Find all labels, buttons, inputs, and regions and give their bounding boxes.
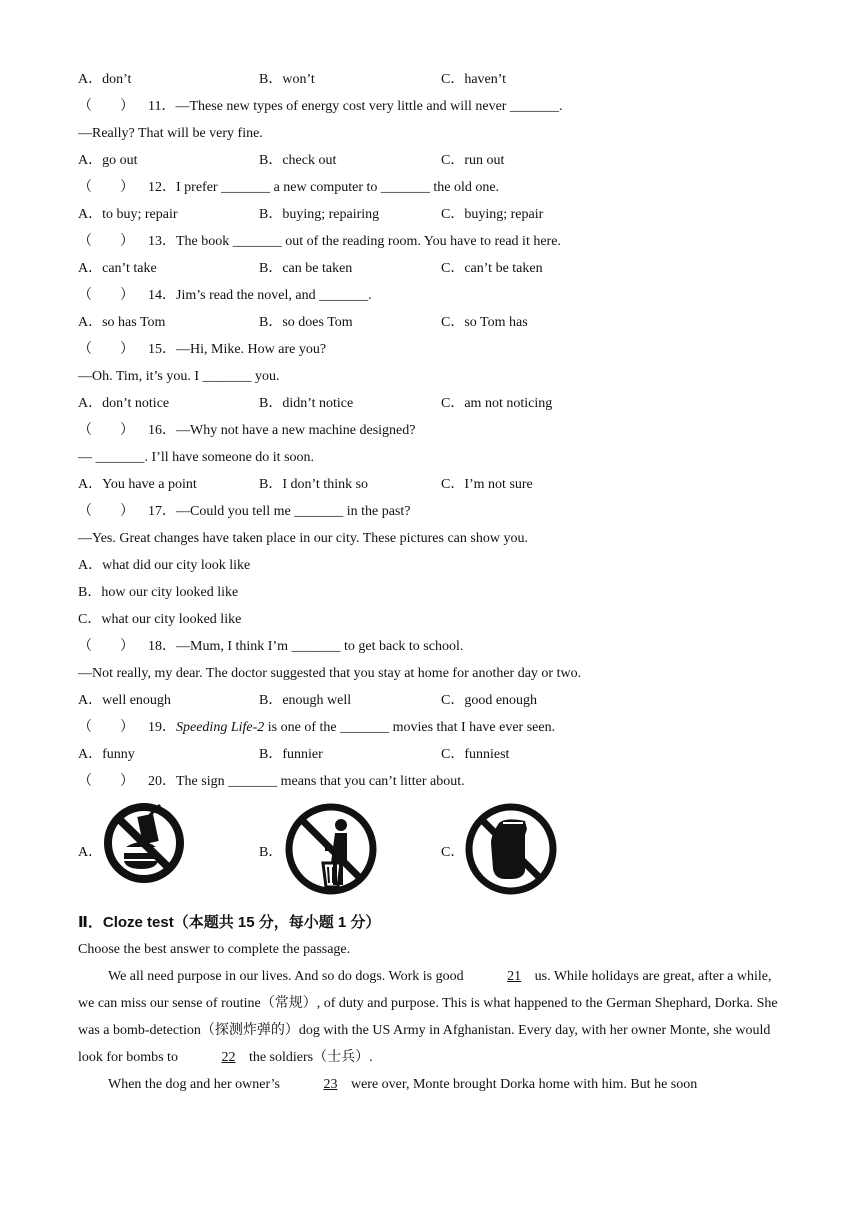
q15-option-b[interactable]: B．didn’t notice — [259, 396, 354, 411]
no-food-drink-icon — [102, 801, 186, 885]
q18-option-a[interactable]: A．well enough — [78, 693, 171, 708]
q19-option-b[interactable]: B．funnier — [259, 747, 323, 762]
q11-option-a[interactable]: A．go out — [78, 153, 138, 168]
q10-option-c[interactable]: C．haven’t — [441, 72, 507, 87]
passage-text: were over, Monte brought Dorka home with him. But he soon — [347, 1077, 698, 1092]
question-text: 15．—Hi, Mike. How are you? — [148, 342, 327, 357]
passage-paragraph-2 — [78, 1071, 788, 1098]
q15-options — [78, 390, 798, 417]
q17-option-a[interactable]: A．what did our city look like — [78, 558, 251, 573]
q14-stem — [78, 282, 798, 309]
question-text: 11．—These new types of energy cost very little and will never _______. — [148, 99, 563, 114]
q13-option-b[interactable]: B．can be taken — [259, 261, 353, 276]
q12-option-b[interactable]: B．buying; repairing — [259, 207, 380, 222]
q11-stem — [78, 93, 798, 120]
q11-option-b[interactable]: B．check out — [259, 153, 337, 168]
q18-option-c[interactable]: C．good enough — [441, 693, 538, 708]
q17-reply: —Yes. Great changes have taken place in our city. These pictures can show you. — [78, 531, 528, 546]
passage-paragraph-1 — [78, 963, 788, 1071]
q18-options — [78, 687, 798, 714]
question-text: 18．—Mum, I think I’m _______ to get back to school. — [148, 639, 464, 654]
q14-option-a[interactable]: A．so has Tom — [78, 315, 166, 330]
blank-21[interactable]: 21 — [507, 969, 522, 984]
q14-options — [78, 309, 798, 336]
passage-text: When the dog and her owner’s — [108, 1077, 284, 1092]
option-label: B． — [259, 845, 283, 860]
q16-stem — [78, 417, 798, 444]
q18-reply: —Not really, my dear. The doctor suggested that you stay at home for another day or two. — [78, 666, 582, 681]
q18-stem — [78, 633, 798, 660]
answer-paren[interactable]: （ ） — [78, 180, 134, 195]
movie-title: Speeding Life-2 — [176, 720, 265, 735]
q17-option-b[interactable]: B．how our city looked like — [78, 585, 239, 600]
question-text: is one of the _______ movies that I have ever seen. — [264, 720, 556, 735]
q19-stem — [78, 714, 798, 741]
answer-paren[interactable]: （ ） — [78, 504, 134, 519]
question-text: 20．The sign _______ means that you can’t litter about. — [148, 774, 465, 789]
q16-option-b[interactable]: B．I don’t think so — [259, 477, 369, 492]
passage-text: us. While holidays are great, after a while, we can miss our sense of routine（常规）, of duty and purpose. This is what happened to the German Shephard, Dorka. She was a bomb-detection（探测炸弹的）dog with the US Army in Afghanistan. Every day, with her owner Monte, she would look for bombs to — [78, 969, 778, 1065]
blank-22[interactable]: 22 — [221, 1050, 236, 1065]
section-instruction: Choose the best answer to complete the passage. — [78, 942, 351, 957]
q16-option-c[interactable]: C．I’m not sure — [441, 477, 533, 492]
q18-option-b[interactable]: B．enough well — [259, 693, 352, 708]
answer-paren[interactable]: （ ） — [78, 234, 134, 249]
q13-option-c[interactable]: C．can’t be taken — [441, 261, 543, 276]
answer-paren[interactable]: （ ） — [78, 720, 134, 735]
exam-page — [78, 66, 798, 1098]
q20-stem — [78, 768, 798, 795]
no-littering-icon — [283, 801, 379, 897]
blank-23[interactable]: 23 — [323, 1077, 338, 1092]
q10-option-b[interactable]: B．won’t — [259, 72, 315, 87]
q16-reply: — _______. I’ll have someone do it soon. — [78, 450, 315, 465]
option-label: C． — [441, 845, 465, 860]
q20-options — [78, 801, 798, 901]
q19-option-c[interactable]: C．funniest — [441, 747, 510, 762]
passage-text: We all need purpose in our lives. And so do dogs. Work is good — [108, 969, 468, 984]
q15-option-a[interactable]: A．don’t notice — [78, 396, 170, 411]
question-text: 13．The book _______ out of the reading room. You have to read it here. — [148, 234, 561, 249]
q10-options — [78, 66, 798, 93]
answer-paren[interactable]: （ ） — [78, 342, 134, 357]
answer-paren[interactable]: （ ） — [78, 99, 134, 114]
passage-text: the soldiers（士兵）. — [245, 1050, 373, 1065]
section-title: Ⅱ．Cloze test（本题共 15 分，每小题 1 分） — [78, 914, 381, 931]
q15-option-c[interactable]: C．am not noticing — [441, 396, 553, 411]
q13-option-a[interactable]: A．can’t take — [78, 261, 157, 276]
answer-paren[interactable]: （ ） — [78, 423, 134, 438]
q12-option-a[interactable]: A．to buy; repair — [78, 207, 178, 222]
q19-options — [78, 741, 798, 768]
q12-stem — [78, 174, 798, 201]
q17-option-c[interactable]: C．what our city looked like — [78, 612, 242, 627]
question-text: 16．—Why not have a new machine designed? — [148, 423, 416, 438]
q16-option-a[interactable]: A．You have a point — [78, 477, 197, 492]
q10-option-a[interactable]: A．don’t — [78, 72, 132, 87]
option-label: A． — [78, 845, 103, 860]
question-number: 19． — [148, 720, 176, 735]
q12-options — [78, 201, 798, 228]
q15-reply: —Oh. Tim, it’s you. I _______ you. — [78, 369, 280, 384]
q14-option-b[interactable]: B．so does Tom — [259, 315, 353, 330]
answer-paren[interactable]: （ ） — [78, 639, 134, 654]
q19-option-a[interactable]: A．funny — [78, 747, 135, 762]
q12-option-c[interactable]: C．buying; repair — [441, 207, 544, 222]
q11-reply: —Really? That will be very fine. — [78, 126, 263, 141]
q15-stem — [78, 336, 798, 363]
q13-options — [78, 255, 798, 282]
question-text: 12．I prefer _______ a new computer to _______ the old one. — [148, 180, 500, 195]
q16-options — [78, 471, 798, 498]
q11-options — [78, 147, 798, 174]
q17-stem — [78, 498, 798, 525]
q14-option-c[interactable]: C．so Tom has — [441, 315, 528, 330]
answer-paren[interactable]: （ ） — [78, 288, 134, 303]
question-text: 14．Jim’s read the novel, and _______. — [148, 288, 372, 303]
q11-option-c[interactable]: C．run out — [441, 153, 505, 168]
q13-stem — [78, 228, 798, 255]
no-touching-icon — [463, 801, 559, 897]
question-text: 17．—Could you tell me _______ in the past? — [148, 504, 411, 519]
answer-paren[interactable]: （ ） — [78, 774, 134, 789]
